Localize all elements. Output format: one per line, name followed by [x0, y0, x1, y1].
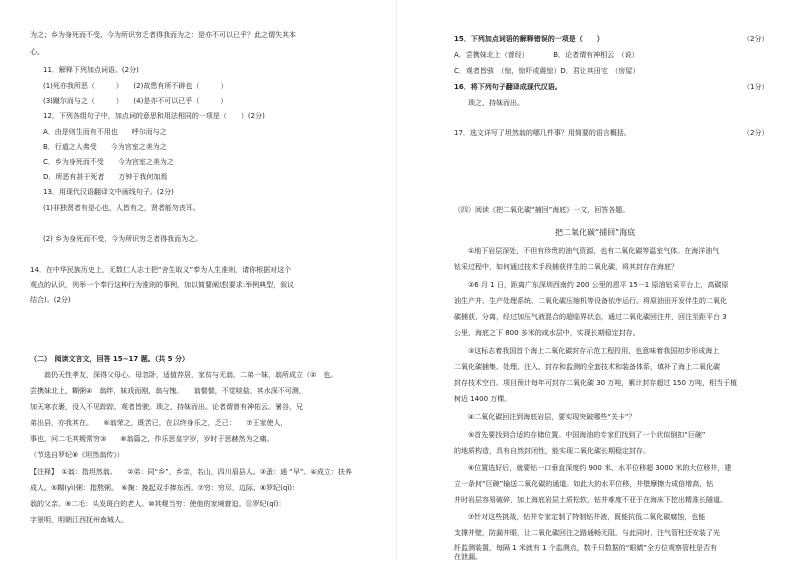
- option-d: D．所恶有甚于死者 万钟于我何加焉: [43, 173, 168, 181]
- option-a: A．尝携妹北上（曾经） B．论者谓有神相云 （说）: [454, 51, 639, 59]
- paragraph-line: 井时岩层容易破碎，加上海底岩层土质松软，钻井难度不亚于在海床下挖出精准长隧道。: [454, 496, 727, 504]
- question-11: 11．解释下列加点词语。(2分): [43, 66, 139, 74]
- text-line: (3)蹴尔而与之（ ） (4)是亦不可以已乎（ ）: [43, 97, 228, 105]
- score-16: （1分）: [743, 83, 769, 91]
- paragraph-line: 二氧化碳捕集、处理、注入、封存和监测的全套技术和装备体系，填补了海上二氧化碳: [454, 363, 720, 371]
- text-line: 琐之，持妹而出。: [454, 99, 524, 107]
- paragraph-line: 公里、海底之下 800 多米的咸水层中，实现长期稳定封存。: [454, 329, 640, 337]
- text-line: 弟出县，亦我其在。 ⑥翁荣之，既苦已，在以终身乐之，乏己： ⑦王家使人，: [30, 419, 288, 427]
- text-line: (2) 乡为身死而不受，今为所识穷乏者得我而为之。: [43, 235, 203, 243]
- paragraph-line: ①地下岩层深处，不但有珍贵的油气资源，也有二氧化碳等温室气体。在海洋油气: [454, 247, 720, 255]
- paragraph-line: ②6 月 1 日，距离广东深圳西南约 200 公里的恩平 15－1 原油钻采平台上，高碳原: [454, 281, 729, 289]
- section-4-heading: （四）阅读《把二氧化碳“捕回”海底》一文，回答各题。: [454, 206, 630, 214]
- column-divider: [396, 0, 397, 560]
- question-15: 15．下列加点词语的解释错误的一项是（ ）: [454, 35, 604, 43]
- text-line: 尝携妹北上，糊粥④ 翁绊，妹戏而刚，翁与愧。 翁惴惴，不觉啖盐，其水深不可测，: [30, 387, 306, 395]
- text-line: 事也，问二毛其觌常穷③ ⑧翁篇之，作乐思皇宇岁，岁时于思赫然为之痛。: [30, 435, 274, 443]
- source-citation: （节选自罗纪⑧《坦然翁传》）: [30, 451, 124, 459]
- option-a: A．由是则生而有不用也 呼尔而与之: [43, 128, 167, 136]
- paragraph-line: 在泄漏。: [454, 553, 482, 561]
- paragraph-line: 支撑井壁，防漏井眼，让二氧化碳回注之路通畅无阻。与此同时，注气管柱还安装了光: [454, 529, 720, 537]
- paragraph-line: 钻采过程中，如何通过技术手段捕获伴生的二氧化碳，将其封存在海底？: [454, 263, 678, 271]
- text-line: 加天寒衣裹，没入不见踪踪，观者皆驶。琐之，持妹而出。论者谓曾有神佑云。暑谷，兄: [30, 403, 303, 411]
- paragraph-line: ⑥位置选好后，就要钻一口垂直深度约 900 米、水平位移超 3000 米的大位移井，建: [454, 464, 732, 472]
- paragraph-line: 碳捕获、分离，经过加压气液混合的超临界状态，通过二氧化碳回注井，回注至距平台 3: [454, 313, 727, 321]
- question-13: 13．用现代汉语翻译文中画线句子。(2分): [43, 188, 174, 196]
- paragraph-line: ⑦针对这些挑战，钻井专家定制了特制钻井液，既能抗低二氧化碳腐蚀，也能: [454, 513, 706, 521]
- notes: 【注释】 ①翁：指坦然翁。 ②弟：同“乡”，乡亲，名山，四川眉县人。③蚤：通 “早”。④成立：扶养: [30, 468, 352, 476]
- question-17: 17．选文详写了坦然翁的哪几件事？用简要的语言概括。: [454, 129, 631, 137]
- paragraph-line: 的地质构造，具有自然封闭性，能实现二氧化碳长期稳定封存。: [454, 447, 650, 455]
- question-16: 16．将下列句子翻译成现代汉语。: [454, 83, 562, 91]
- paragraph-line: 立一条何“巨碗”输送二氧化碳的通道。如此大的水平位移，井壁摩擦力成倍增高，钻: [454, 480, 714, 488]
- text-line: (1)非独贤者有是心也，人皆有之，贤者能勿丧耳。: [43, 204, 200, 212]
- section-2-heading: （二） 阅读文言文，回答 15~17 题。（共 5 分）: [30, 355, 189, 363]
- option-c: C．乡为身死而不受 今为宫室之美为之: [43, 158, 174, 166]
- text-line: (1)死亦我所恶（ ） (2)故患有所不辟也（ ）: [43, 82, 228, 90]
- paragraph-line: ④二氧化碳回注到海底岩层，要实现突破哪些“关卡”？: [454, 413, 636, 421]
- text-line: 翁仍天性孝友，深得父母心。母忽卧，适值荐居，家贫与无翁，二弟一妹，翁所成立（② 也。: [30, 371, 338, 379]
- paragraph-line: ⑤首先要找到合适的存储位置。中国海油的专家们找到了一个状似倒扣“巨碗”: [454, 431, 706, 439]
- text-line: 翁的父亲。⑨二毛：头发斑白的老人。⑩其觌当穷：使他的家境窘迫。⑪罗纪(qǐ)：: [30, 500, 286, 508]
- option-b: B．行道之人弗受 今为宫室之美为之: [43, 143, 167, 151]
- text-line: 结合)。(2分): [30, 296, 71, 304]
- text-line: 心。: [30, 48, 44, 56]
- question-12: 12．下列各组句子中，加点词的意思和用法相同的一项是（ ）(2分): [43, 112, 265, 120]
- paragraph-line: 油生产井、生产处理系统、二氧化碳压缩机等设备依序运行。将原油田开发伴生的二氧化: [454, 297, 727, 305]
- score-15: （2分）: [743, 35, 769, 43]
- text-line: 观点的认识，列举一个奉行这种行为准则的事例，加以简要阐述(要求:举例典型，叙议: [30, 281, 295, 289]
- paragraph-line: ③这标志着我国首个海上二氧化碳封存示范工程投用，也意味着我国初步形成海上: [454, 347, 720, 355]
- paragraph-line: 封存技术空白。项目预计每年可封存二氧化碳 30 万吨，累计封存超过 150 万吨，相当于植: [454, 379, 738, 387]
- article-title: 把二氧化碳“捕回”海底: [555, 228, 636, 237]
- paragraph-line: 纤监测装置，每隔 1 米就有 1 个监测点，数千只数据的“眼睛”全方位观察管柱是否有: [454, 544, 718, 552]
- text-line: 字景明，明朝江西抚州南城人。: [30, 516, 128, 524]
- paragraph-line: 树近 1400 万棵。: [454, 395, 512, 403]
- text-line: 为之；乡为身死而不受，今为所识穷乏者得我而为之：是亦不可以已乎？此之谓失其本: [30, 31, 296, 39]
- question-14: 14．在中华民族历史上，无数仁人志士把“舍生取义”奉为人生准则，请你根据对这个: [30, 266, 292, 274]
- text-line: 成人。⑤糊(yì)粥：指熬粥。 ⑥掬：挽起双手捧东西。⑦穷：穷尽，边际。⑧罗纪(qǐ)：: [30, 484, 299, 492]
- score-17: （2分）: [743, 129, 769, 137]
- option-c: C．观者皆骇 （惊，惊吓或震惊）D．君让其田宅 （房屋）: [454, 67, 640, 75]
